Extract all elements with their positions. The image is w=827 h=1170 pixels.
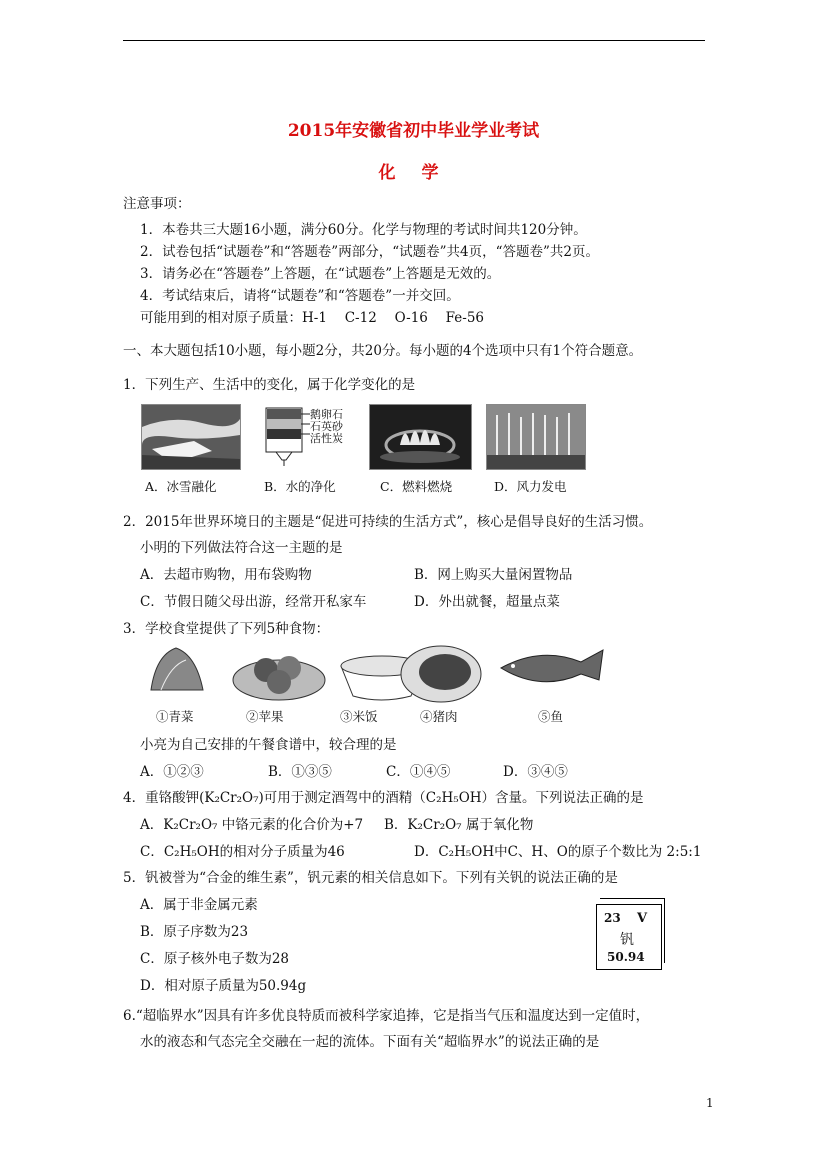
- exam-title: 2015年安徽省初中毕业学业考试: [287, 121, 540, 141]
- filter-label: 石英砂: [310, 420, 343, 433]
- q3-option-d: D．③④⑤: [503, 764, 568, 780]
- header-rule: [123, 40, 705, 41]
- atomic-mass-line: 可能用到的相对原子质量：H-1 C-12 O-16 Fe-56: [140, 310, 485, 326]
- vanadium-element-card: [596, 904, 662, 970]
- q3-option-a: A．①②③: [140, 764, 204, 780]
- notice-item: 2．试卷包括“试题卷”和“答题卷”两部分，“试题卷”共4页，“答题卷”共2页。: [140, 244, 599, 260]
- wind-power-image: [486, 404, 586, 470]
- element-mass: 50.94: [607, 950, 645, 964]
- subject-title: 化 学: [378, 163, 449, 183]
- q5-option-a: A．属于非金属元素: [140, 897, 258, 913]
- q1-caption-a: A．冰雪融化: [145, 479, 217, 494]
- element-symbol: V: [637, 911, 648, 926]
- q1-caption-b: B．水的净化: [264, 479, 336, 494]
- page-number: 1: [706, 1096, 714, 1110]
- question-3-sub: 小亮为自己安排的午餐食谱中，较合理的是: [140, 737, 397, 753]
- q3-option-c: C．①④⑤: [386, 764, 451, 780]
- filter-label: 活性炭: [310, 432, 343, 445]
- q3-option-b: B．①③⑤: [268, 764, 332, 780]
- question-1-stem: 1．下列生产、生活中的变化，属于化学变化的是: [123, 377, 416, 393]
- q1-caption-d: D．风力发电: [494, 479, 567, 494]
- q5-option-d: D．相对原子质量为50.94g: [140, 978, 307, 994]
- notice-item: 4．考试结束后，请将“试题卷”和“答题卷”一并交回。: [140, 288, 460, 304]
- filter-label: 鹅卵石: [310, 408, 343, 421]
- q2-option-b: B．网上购买大量闲置物品: [414, 567, 573, 583]
- question-2-stem: 2．2015年世界环境日的主题是“促进可持续的生活方式”，核心是倡导良好的生活习惯。: [123, 514, 653, 530]
- q2-option-d: D．外出就餐，超量点菜: [414, 594, 560, 610]
- q4-option-d: D．C₂H₅OH中C、H、O的原子个数比为 2:5:1: [414, 844, 702, 860]
- question-6-stem: 6.“超临界水”因具有许多优良特质而被科学家追捧，它是指当气压和温度达到一定值时，: [123, 1008, 650, 1024]
- notice-item: 1．本卷共三大题16小题，满分60分。化学与物理的考试时间共120分钟。: [140, 222, 587, 238]
- q3-caption-3: ③米饭: [340, 709, 378, 724]
- q3-caption-1: ①青菜: [156, 709, 194, 724]
- q4-option-a: A．K₂Cr₂O₇ 中铬元素的化合价为+7: [140, 817, 364, 833]
- q5-option-c: C．原子核外电子数为28: [140, 951, 290, 967]
- q5-option-b: B．原子序数为23: [140, 924, 249, 940]
- element-atomic-number: 23: [604, 911, 621, 925]
- q2-option-a: A．去超市购物，用布袋购物: [140, 567, 312, 583]
- q2-option-c: C．节假日随父母出游，经常开私家车: [140, 594, 367, 610]
- question-6-stem-cont: 水的液态和气态完全交融在一起的流体。下面有关“超临界水”的说法正确的是: [140, 1034, 600, 1050]
- notice-item: 3．请务必在“答题卷”上答题，在“试题卷”上答题是无效的。: [140, 266, 501, 282]
- water-filter-image: [258, 404, 363, 468]
- section-heading: 一、本大题包括10小题，每小题2分，共20分。每小题的4个选项中只有1个符合题意。: [123, 343, 643, 359]
- q3-caption-2: ②苹果: [246, 709, 284, 724]
- melting-ice-image: [141, 404, 241, 470]
- q1-caption-c: C．燃料燃烧: [380, 479, 453, 494]
- foods-image: [141, 640, 611, 706]
- q4-option-c: C．C₂H₅OH的相对分子质量为46: [140, 844, 345, 860]
- burning-fuel-image: [369, 404, 472, 470]
- q4-option-b: B．K₂Cr₂O₇ 属于氧化物: [384, 817, 534, 833]
- notice-heading: 注意事项：: [123, 196, 191, 212]
- question-4-stem: 4．重铬酸钾(K₂Cr₂O₇)可用于测定酒驾中的酒精（C₂H₅OH）含量。下列说法正确的是: [123, 790, 644, 806]
- element-name: 钒: [620, 932, 634, 948]
- q3-caption-5: ⑤鱼: [538, 709, 564, 724]
- question-5-stem: 5．钒被誉为“合金的维生素”，钒元素的相关信息如下。下列有关钒的说法正确的是: [123, 870, 618, 886]
- question-2-stem-cont: 小明的下列做法符合这一主题的是: [140, 540, 343, 556]
- q3-caption-4: ④猪肉: [420, 709, 458, 724]
- question-3-stem: 3．学校食堂提供了下列5种食物：: [123, 621, 330, 637]
